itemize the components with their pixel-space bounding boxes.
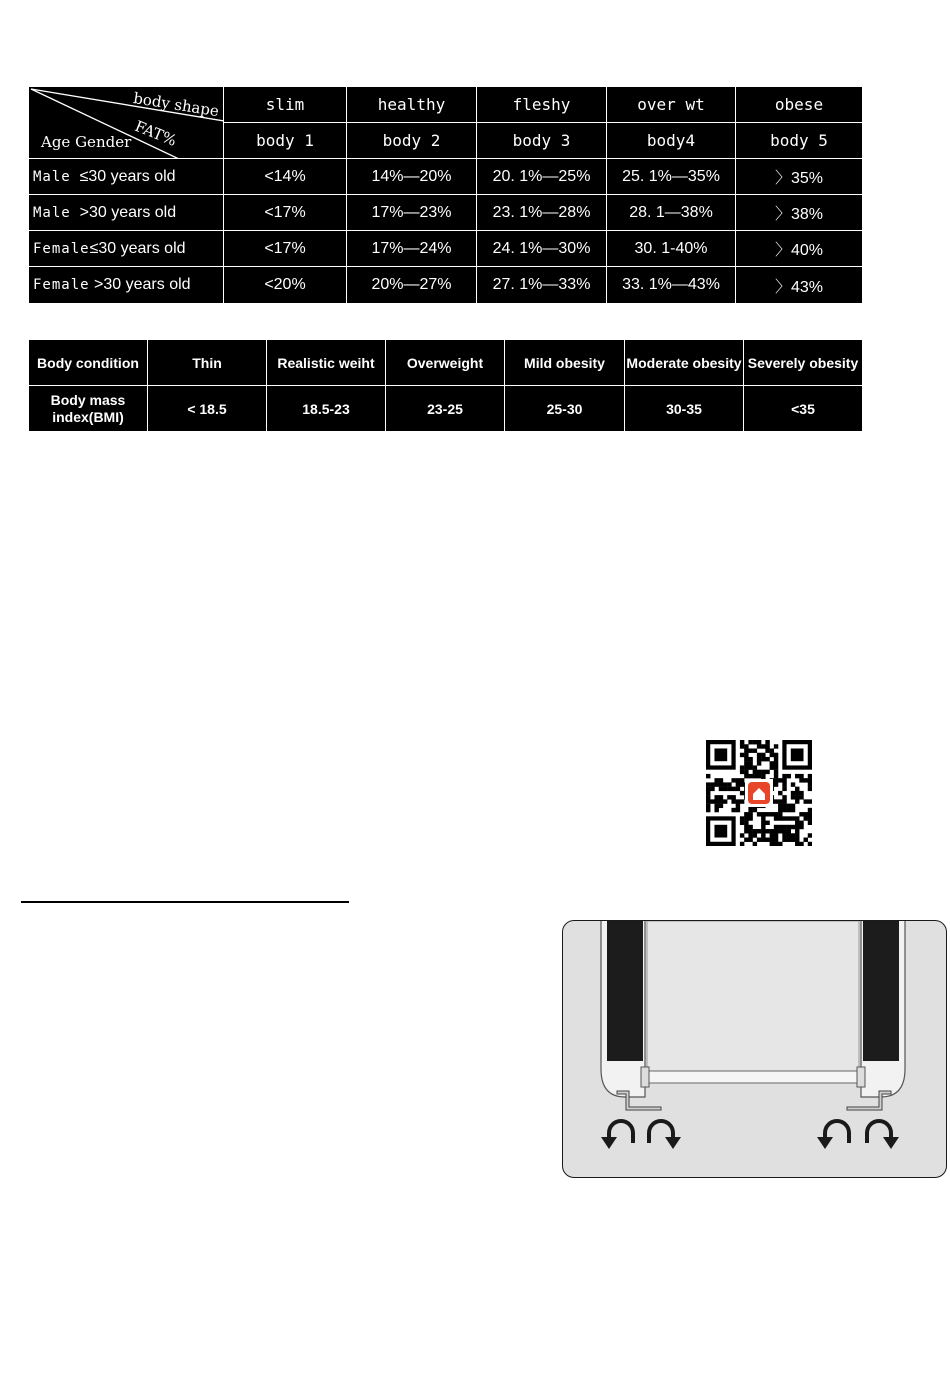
arrowhead-icon <box>817 1137 833 1149</box>
corner-header-cell <box>29 87 224 159</box>
bmi-value: 18.5-23 <box>267 386 386 432</box>
fat-value: 〉38% <box>736 195 863 231</box>
treadmill-illustration <box>563 921 948 1179</box>
condition-header: Mild obesity <box>505 340 625 386</box>
fat-value: <17% <box>224 231 347 267</box>
fat-value: 20%—27% <box>347 267 477 304</box>
bmi-value: < 18.5 <box>148 386 267 432</box>
shape-header: obese <box>736 87 863 123</box>
condition-header: Severely obesity <box>744 340 863 386</box>
fat-value: 28. 1—38% <box>607 195 736 231</box>
fat-value: <14% <box>224 159 347 195</box>
right-belt-strip <box>863 921 899 1061</box>
body-header: body 1 <box>224 123 347 159</box>
age-label: >30 years old <box>79 203 177 221</box>
fat-value: 17%—24% <box>347 231 477 267</box>
arrowhead-icon <box>883 1137 899 1149</box>
table-row <box>29 159 863 195</box>
bmi-value: 30-35 <box>625 386 744 432</box>
fat-value: 27. 1%—33% <box>477 267 607 304</box>
body-header: body 3 <box>477 123 607 159</box>
gender-label: Female <box>33 277 90 293</box>
fat-percent-label: FAT% <box>132 117 180 150</box>
bmi-label: Body mass index(BMI) <box>29 386 148 432</box>
fat-value: 30. 1-40% <box>607 231 736 267</box>
fat-value: 20. 1%—25% <box>477 159 607 195</box>
age-label: >30 years old <box>94 276 191 293</box>
belt-adjustment-diagram <box>562 920 947 1178</box>
fat-value: 14%—20% <box>347 159 477 195</box>
body-header: body 5 <box>736 123 863 159</box>
row-header <box>29 267 224 304</box>
bmi-value: <35 <box>744 386 863 432</box>
condition-header: Moderate obesity <box>625 340 744 386</box>
bmi-value: 23-25 <box>386 386 505 432</box>
condition-header: Realistic weiht <box>267 340 386 386</box>
fat-value: 33. 1%—43% <box>607 267 736 304</box>
age-label: ≤30 years old <box>89 239 186 257</box>
fat-value: 〉43% <box>736 267 863 304</box>
fat-value: <20% <box>224 267 347 304</box>
age-label: ≤30 years old <box>79 167 176 185</box>
fat-value: 〉35% <box>736 159 863 195</box>
arrowhead-icon <box>665 1137 681 1149</box>
body-fat-table <box>28 86 863 304</box>
gender-label: Male <box>33 168 71 185</box>
age-gender-label: Age Gender <box>41 133 132 151</box>
shape-header: slim <box>224 87 347 123</box>
arrowhead-icon <box>601 1137 617 1149</box>
row-header <box>29 195 224 231</box>
body-header: body4 <box>607 123 736 159</box>
gender-label: Female <box>33 240 90 257</box>
shape-header: fleshy <box>477 87 607 123</box>
body-header: body 2 <box>347 123 477 159</box>
left-roller-cap <box>641 1067 649 1087</box>
table-row <box>29 195 863 231</box>
fat-value: 17%—23% <box>347 195 477 231</box>
left-belt-strip <box>607 921 643 1061</box>
fat-value: 25. 1%—35% <box>607 159 736 195</box>
table-row <box>29 267 863 304</box>
row-header <box>29 159 224 195</box>
shape-header: over wt <box>607 87 736 123</box>
gender-label: Male <box>33 204 71 221</box>
body-condition-label: Body condition <box>29 340 148 386</box>
fat-value: 23. 1%—28% <box>477 195 607 231</box>
body-shape-label: body shape <box>132 89 221 121</box>
fat-value: 〉40% <box>736 231 863 267</box>
right-roller-cap <box>857 1067 865 1087</box>
qr-code[interactable] <box>706 740 812 846</box>
condition-header: Thin <box>148 340 267 386</box>
table-row <box>29 231 863 267</box>
rear-roller <box>647 1071 859 1083</box>
section-divider <box>21 901 349 903</box>
shape-header: healthy <box>347 87 477 123</box>
bmi-value: 25-30 <box>505 386 625 432</box>
bmi-table <box>28 339 863 432</box>
fat-value: <17% <box>224 195 347 231</box>
row-header <box>29 231 224 267</box>
treadmill-deck <box>647 921 859 1071</box>
condition-header: Overweight <box>386 340 505 386</box>
fat-value: 24. 1%—30% <box>477 231 607 267</box>
